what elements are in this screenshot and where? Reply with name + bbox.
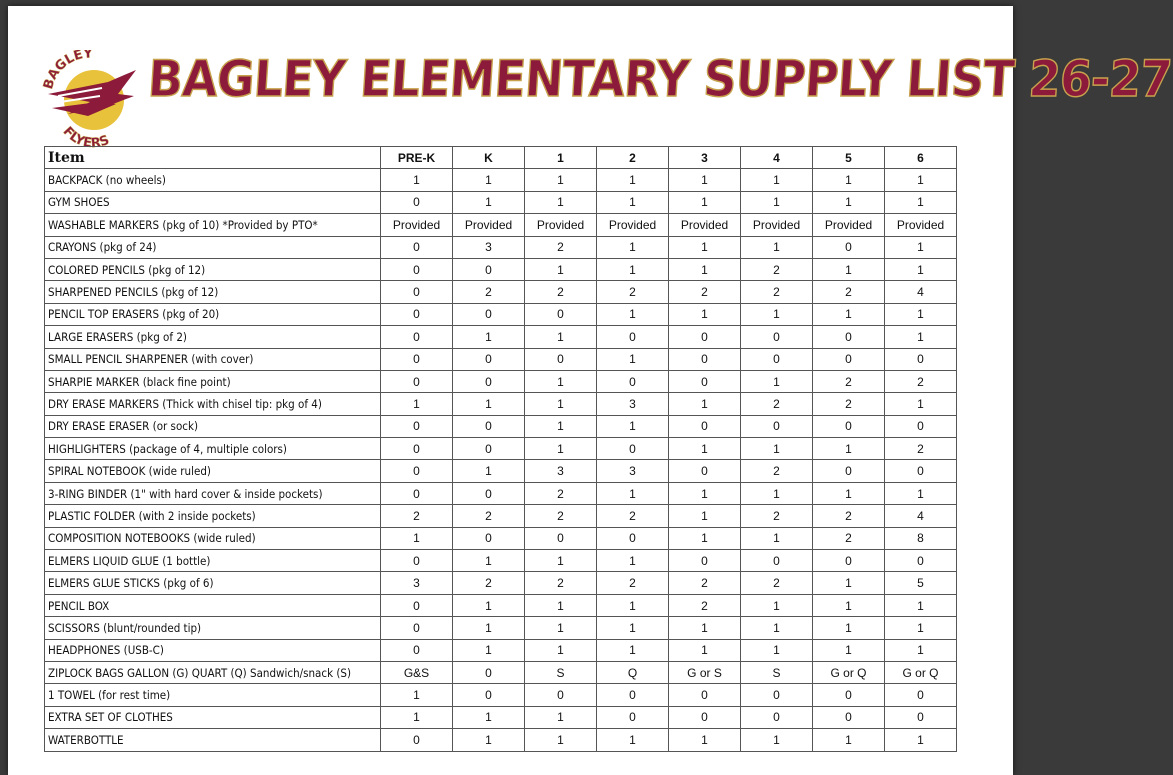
- quantity-cell: 1: [669, 527, 741, 549]
- quantity-cell: 0: [381, 281, 453, 303]
- quantity-cell: 1: [741, 594, 813, 616]
- quantity-cell: 1: [669, 258, 741, 280]
- item-name-cell: PLASTIC FOLDER (with 2 inside pockets): [45, 505, 381, 527]
- quantity-cell: 0: [381, 460, 453, 482]
- quantity-cell: 1: [813, 258, 885, 280]
- quantity-cell: 1: [525, 169, 597, 191]
- quantity-cell: 0: [741, 706, 813, 728]
- quantity-cell: 1: [525, 617, 597, 639]
- table-row: [45, 594, 957, 616]
- quantity-cell: 3: [597, 460, 669, 482]
- quantity-cell: 1: [813, 482, 885, 504]
- quantity-cell: 1: [597, 415, 669, 437]
- table-row: [45, 258, 957, 280]
- quantity-cell: Provided: [669, 214, 741, 236]
- quantity-cell: 0: [381, 303, 453, 325]
- quantity-cell: 0: [525, 527, 597, 549]
- header-grade: 4: [741, 147, 813, 169]
- item-name-cell: HEADPHONES (USB-C): [45, 639, 381, 661]
- quantity-cell: 0: [597, 706, 669, 728]
- quantity-cell: 1: [525, 326, 597, 348]
- quantity-cell: 3: [453, 236, 525, 258]
- quantity-cell: 2: [525, 482, 597, 504]
- quantity-cell: 2: [381, 505, 453, 527]
- quantity-cell: 0: [381, 415, 453, 437]
- quantity-cell: 1: [597, 169, 669, 191]
- item-name-cell: SPIRAL NOTEBOOK (wide ruled): [45, 460, 381, 482]
- item-name-cell: WASHABLE MARKERS (pkg of 10) *Provided by PTO*: [45, 214, 381, 236]
- quantity-cell: 1: [885, 393, 957, 415]
- quantity-cell: 0: [669, 684, 741, 706]
- quantity-cell: 1: [885, 191, 957, 213]
- header-grade: 1: [525, 147, 597, 169]
- table-row: [45, 639, 957, 661]
- quantity-cell: 1: [669, 617, 741, 639]
- quantity-cell: 0: [885, 348, 957, 370]
- quantity-cell: 1: [813, 594, 885, 616]
- quantity-cell: 1: [885, 258, 957, 280]
- quantity-cell: 1: [741, 617, 813, 639]
- quantity-cell: 0: [381, 482, 453, 504]
- table-row: [45, 527, 957, 549]
- quantity-cell: 2: [597, 505, 669, 527]
- quantity-cell: 1: [669, 438, 741, 460]
- quantity-cell: 1: [597, 550, 669, 572]
- quantity-cell: 1: [453, 460, 525, 482]
- quantity-cell: 1: [453, 550, 525, 572]
- table-row: [45, 460, 957, 482]
- quantity-cell: 1: [813, 617, 885, 639]
- quantity-cell: 1: [885, 482, 957, 504]
- item-name-cell: CRAYONS (pkg of 24): [45, 236, 381, 258]
- quantity-cell: 1: [885, 236, 957, 258]
- quantity-cell: 0: [885, 415, 957, 437]
- quantity-cell: 0: [669, 550, 741, 572]
- quantity-cell: 1: [597, 303, 669, 325]
- quantity-cell: 1: [813, 639, 885, 661]
- quantity-cell: 1: [741, 438, 813, 460]
- header-grade: 6: [885, 147, 957, 169]
- quantity-cell: 1: [381, 393, 453, 415]
- quantity-cell: 0: [381, 191, 453, 213]
- quantity-cell: 2: [741, 258, 813, 280]
- table-row: [45, 214, 957, 236]
- quantity-cell: 1: [885, 639, 957, 661]
- quantity-cell: 0: [381, 258, 453, 280]
- quantity-cell: 2: [741, 572, 813, 594]
- quantity-cell: 2: [813, 281, 885, 303]
- header-grade: 3: [669, 147, 741, 169]
- item-name-cell: SMALL PENCIL SHARPENER (with cover): [45, 348, 381, 370]
- quantity-cell: 0: [597, 527, 669, 549]
- quantity-cell: 1: [525, 438, 597, 460]
- quantity-cell: 1: [597, 594, 669, 616]
- quantity-cell: 1: [669, 303, 741, 325]
- quantity-cell: 0: [813, 706, 885, 728]
- quantity-cell: 0: [813, 348, 885, 370]
- quantity-cell: 0: [453, 438, 525, 460]
- quantity-cell: 1: [813, 729, 885, 751]
- quantity-cell: 0: [885, 684, 957, 706]
- quantity-cell: 2: [597, 572, 669, 594]
- table-row: [45, 393, 957, 415]
- quantity-cell: G or Q: [885, 661, 957, 683]
- quantity-cell: 1: [597, 236, 669, 258]
- table-row: [45, 661, 957, 683]
- document-page: [8, 6, 1173, 775]
- table-row: [45, 326, 957, 348]
- flyer-bird-icon: [38, 50, 142, 148]
- table-row: [45, 169, 957, 191]
- quantity-cell: 1: [669, 482, 741, 504]
- quantity-cell: 0: [669, 415, 741, 437]
- quantity-cell: 2: [669, 281, 741, 303]
- quantity-cell: 1: [453, 393, 525, 415]
- quantity-cell: 4: [885, 281, 957, 303]
- quantity-cell: 0: [453, 527, 525, 549]
- table-row: [45, 482, 957, 504]
- quantity-cell: Q: [597, 661, 669, 683]
- quantity-cell: 2: [525, 281, 597, 303]
- quantity-cell: 1: [453, 639, 525, 661]
- item-name-cell: PENCIL TOP ERASERS (pkg of 20): [45, 303, 381, 325]
- quantity-cell: 1: [453, 706, 525, 728]
- quantity-cell: Provided: [597, 214, 669, 236]
- table-row: [45, 505, 957, 527]
- quantity-cell: 0: [669, 370, 741, 392]
- item-name-cell: COLORED PENCILS (pkg of 12): [45, 258, 381, 280]
- table-row: [45, 706, 957, 728]
- table-row: [45, 572, 957, 594]
- quantity-cell: 1: [453, 594, 525, 616]
- quantity-cell: 1: [669, 639, 741, 661]
- quantity-cell: Provided: [741, 214, 813, 236]
- quantity-cell: 0: [813, 684, 885, 706]
- quantity-cell: 1: [741, 236, 813, 258]
- quantity-cell: 0: [597, 438, 669, 460]
- table-row: [45, 415, 957, 437]
- quantity-cell: S: [741, 661, 813, 683]
- quantity-cell: Provided: [885, 214, 957, 236]
- quantity-cell: 1: [669, 169, 741, 191]
- item-name-cell: PENCIL BOX: [45, 594, 381, 616]
- quantity-cell: 1: [741, 169, 813, 191]
- quantity-cell: 1: [597, 617, 669, 639]
- quantity-cell: 0: [813, 460, 885, 482]
- quantity-cell: 0: [525, 684, 597, 706]
- quantity-cell: 0: [813, 550, 885, 572]
- quantity-cell: 1: [741, 370, 813, 392]
- quantity-cell: S: [525, 661, 597, 683]
- quantity-cell: 2: [885, 370, 957, 392]
- quantity-cell: 1: [885, 594, 957, 616]
- table-row: [45, 236, 957, 258]
- quantity-cell: 0: [741, 326, 813, 348]
- quantity-cell: G or S: [669, 661, 741, 683]
- quantity-cell: 4: [885, 505, 957, 527]
- quantity-cell: 0: [741, 415, 813, 437]
- quantity-cell: 2: [813, 393, 885, 415]
- quantity-cell: 2: [453, 281, 525, 303]
- quantity-cell: 0: [597, 684, 669, 706]
- header-grade: 2: [597, 147, 669, 169]
- item-name-cell: WATERBOTTLE: [45, 729, 381, 751]
- quantity-cell: Provided: [453, 214, 525, 236]
- quantity-cell: 2: [741, 460, 813, 482]
- item-name-cell: BACKPACK (no wheels): [45, 169, 381, 191]
- quantity-cell: 2: [453, 505, 525, 527]
- quantity-cell: 0: [453, 258, 525, 280]
- quantity-cell: 1: [525, 706, 597, 728]
- quantity-cell: 1: [741, 303, 813, 325]
- quantity-cell: 0: [669, 460, 741, 482]
- quantity-cell: 2: [741, 281, 813, 303]
- quantity-cell: 0: [453, 370, 525, 392]
- quantity-cell: 0: [381, 370, 453, 392]
- quantity-cell: 0: [669, 706, 741, 728]
- quantity-cell: 1: [597, 348, 669, 370]
- quantity-cell: 2: [669, 572, 741, 594]
- item-name-cell: SHARPIE MARKER (black fine point): [45, 370, 381, 392]
- quantity-cell: 0: [525, 303, 597, 325]
- table-row: [45, 191, 957, 213]
- table-row: [45, 370, 957, 392]
- quantity-cell: 2: [813, 505, 885, 527]
- bagley-flyers-logo: [38, 50, 142, 148]
- quantity-cell: 1: [525, 729, 597, 751]
- quantity-cell: 0: [597, 326, 669, 348]
- quantity-cell: Provided: [525, 214, 597, 236]
- page-title: BAGLEY ELEMENTARY SUPPLY LIST 26-27: [146, 50, 1173, 108]
- header-grade: 5: [813, 147, 885, 169]
- quantity-cell: 3: [381, 572, 453, 594]
- quantity-cell: 0: [453, 415, 525, 437]
- quantity-cell: 0: [453, 684, 525, 706]
- quantity-cell: 1: [885, 729, 957, 751]
- quantity-cell: 1: [885, 617, 957, 639]
- table-row: [45, 550, 957, 572]
- quantity-cell: 0: [669, 326, 741, 348]
- quantity-cell: 1: [597, 639, 669, 661]
- quantity-cell: 0: [453, 348, 525, 370]
- quantity-cell: 1: [741, 482, 813, 504]
- item-name-cell: LARGE ERASERS (pkg of 2): [45, 326, 381, 348]
- quantity-cell: 2: [885, 438, 957, 460]
- table-row: [45, 281, 957, 303]
- quantity-cell: 1: [525, 191, 597, 213]
- quantity-cell: 1: [885, 326, 957, 348]
- quantity-cell: 0: [813, 326, 885, 348]
- quantity-cell: 1: [813, 438, 885, 460]
- quantity-cell: 8: [885, 527, 957, 549]
- quantity-cell: 2: [525, 572, 597, 594]
- quantity-cell: 1: [453, 169, 525, 191]
- quantity-cell: 0: [381, 729, 453, 751]
- quantity-cell: 1: [525, 393, 597, 415]
- quantity-cell: 0: [597, 370, 669, 392]
- header-item: Item: [45, 147, 381, 169]
- quantity-cell: G or Q: [813, 661, 885, 683]
- quantity-cell: 1: [453, 617, 525, 639]
- quantity-cell: 1: [525, 594, 597, 616]
- quantity-cell: 0: [885, 460, 957, 482]
- table-row: [45, 303, 957, 325]
- quantity-cell: 0: [741, 550, 813, 572]
- item-name-cell: SHARPENED PENCILS (pkg of 12): [45, 281, 381, 303]
- quantity-cell: 0: [741, 348, 813, 370]
- item-name-cell: DRY ERASE MARKERS (Thick with chisel tip: pkg of 4): [45, 393, 381, 415]
- table-row: [45, 729, 957, 751]
- quantity-cell: 0: [381, 617, 453, 639]
- quantity-cell: G&S: [381, 661, 453, 683]
- quantity-cell: 2: [453, 572, 525, 594]
- quantity-cell: 1: [741, 527, 813, 549]
- quantity-cell: 0: [813, 415, 885, 437]
- quantity-cell: 2: [741, 505, 813, 527]
- quantity-cell: 2: [525, 505, 597, 527]
- item-name-cell: ELMERS GLUE STICKS (pkg of 6): [45, 572, 381, 594]
- item-name-cell: COMPOSITION NOTEBOOKS (wide ruled): [45, 527, 381, 549]
- quantity-cell: 0: [669, 348, 741, 370]
- quantity-cell: 3: [597, 393, 669, 415]
- quantity-cell: 3: [525, 460, 597, 482]
- quantity-cell: 1: [381, 527, 453, 549]
- quantity-cell: 0: [381, 639, 453, 661]
- quantity-cell: 0: [525, 348, 597, 370]
- quantity-cell: 0: [381, 348, 453, 370]
- quantity-cell: 1: [525, 415, 597, 437]
- quantity-cell: 1: [669, 236, 741, 258]
- quantity-cell: 2: [597, 281, 669, 303]
- quantity-cell: 0: [885, 706, 957, 728]
- item-name-cell: ZIPLOCK BAGS GALLON (G) QUART (Q) Sandwich/snack (S): [45, 661, 381, 683]
- quantity-cell: 0: [813, 236, 885, 258]
- quantity-cell: 0: [453, 482, 525, 504]
- item-name-cell: ELMERS LIQUID GLUE (1 bottle): [45, 550, 381, 572]
- quantity-cell: 1: [669, 729, 741, 751]
- item-name-cell: DRY ERASE ERASER (or sock): [45, 415, 381, 437]
- quantity-cell: 0: [381, 550, 453, 572]
- quantity-cell: 1: [741, 639, 813, 661]
- table-row: [45, 348, 957, 370]
- quantity-cell: 1: [813, 303, 885, 325]
- item-name-cell: GYM SHOES: [45, 191, 381, 213]
- item-name-cell: HIGHLIGHTERS (package of 4, multiple colors): [45, 438, 381, 460]
- quantity-cell: 1: [381, 684, 453, 706]
- quantity-cell: 1: [813, 572, 885, 594]
- quantity-cell: 0: [885, 550, 957, 572]
- quantity-cell: 0: [381, 236, 453, 258]
- quantity-cell: 1: [597, 258, 669, 280]
- quantity-cell: 0: [381, 594, 453, 616]
- item-name-cell: 1 TOWEL (for rest time): [45, 684, 381, 706]
- quantity-cell: 1: [885, 303, 957, 325]
- item-name-cell: SCISSORS (blunt/rounded tip): [45, 617, 381, 639]
- quantity-cell: 2: [813, 370, 885, 392]
- table-row: [45, 684, 957, 706]
- quantity-cell: 1: [813, 191, 885, 213]
- quantity-cell: 1: [885, 169, 957, 191]
- quantity-cell: 1: [453, 191, 525, 213]
- table-header-row: [45, 147, 957, 169]
- quantity-cell: 1: [597, 729, 669, 751]
- quantity-cell: 5: [885, 572, 957, 594]
- quantity-cell: 0: [381, 326, 453, 348]
- table-row: [45, 617, 957, 639]
- table-body: [45, 169, 957, 751]
- supply-table: [44, 146, 957, 752]
- quantity-cell: 1: [741, 729, 813, 751]
- quantity-cell: 1: [741, 191, 813, 213]
- quantity-cell: 0: [453, 661, 525, 683]
- svg-text:FLYERS: FLYERS: [59, 124, 112, 148]
- quantity-cell: 1: [525, 639, 597, 661]
- quantity-cell: 1: [669, 393, 741, 415]
- quantity-cell: Provided: [381, 214, 453, 236]
- quantity-cell: 1: [525, 550, 597, 572]
- quantity-cell: Provided: [813, 214, 885, 236]
- quantity-cell: 2: [813, 527, 885, 549]
- quantity-cell: 1: [813, 169, 885, 191]
- quantity-cell: 1: [597, 482, 669, 504]
- quantity-cell: 1: [453, 326, 525, 348]
- quantity-cell: 2: [741, 393, 813, 415]
- quantity-cell: 1: [381, 169, 453, 191]
- quantity-cell: 1: [453, 729, 525, 751]
- quantity-cell: 0: [741, 684, 813, 706]
- svg-text:BAGLEY: BAGLEY: [41, 50, 94, 92]
- header-grade: K: [453, 147, 525, 169]
- quantity-cell: 2: [669, 594, 741, 616]
- quantity-cell: 1: [669, 191, 741, 213]
- table-row: [45, 438, 957, 460]
- quantity-cell: 2: [525, 236, 597, 258]
- quantity-cell: 1: [525, 258, 597, 280]
- quantity-cell: 1: [381, 706, 453, 728]
- item-name-cell: 3-RING BINDER (1" with hard cover & inside pockets): [45, 482, 381, 504]
- quantity-cell: 1: [597, 191, 669, 213]
- quantity-cell: 0: [453, 303, 525, 325]
- item-name-cell: EXTRA SET OF CLOTHES: [45, 706, 381, 728]
- quantity-cell: 0: [381, 438, 453, 460]
- quantity-cell: 1: [525, 370, 597, 392]
- quantity-cell: 1: [669, 505, 741, 527]
- header-grade: PRE-K: [381, 147, 453, 169]
